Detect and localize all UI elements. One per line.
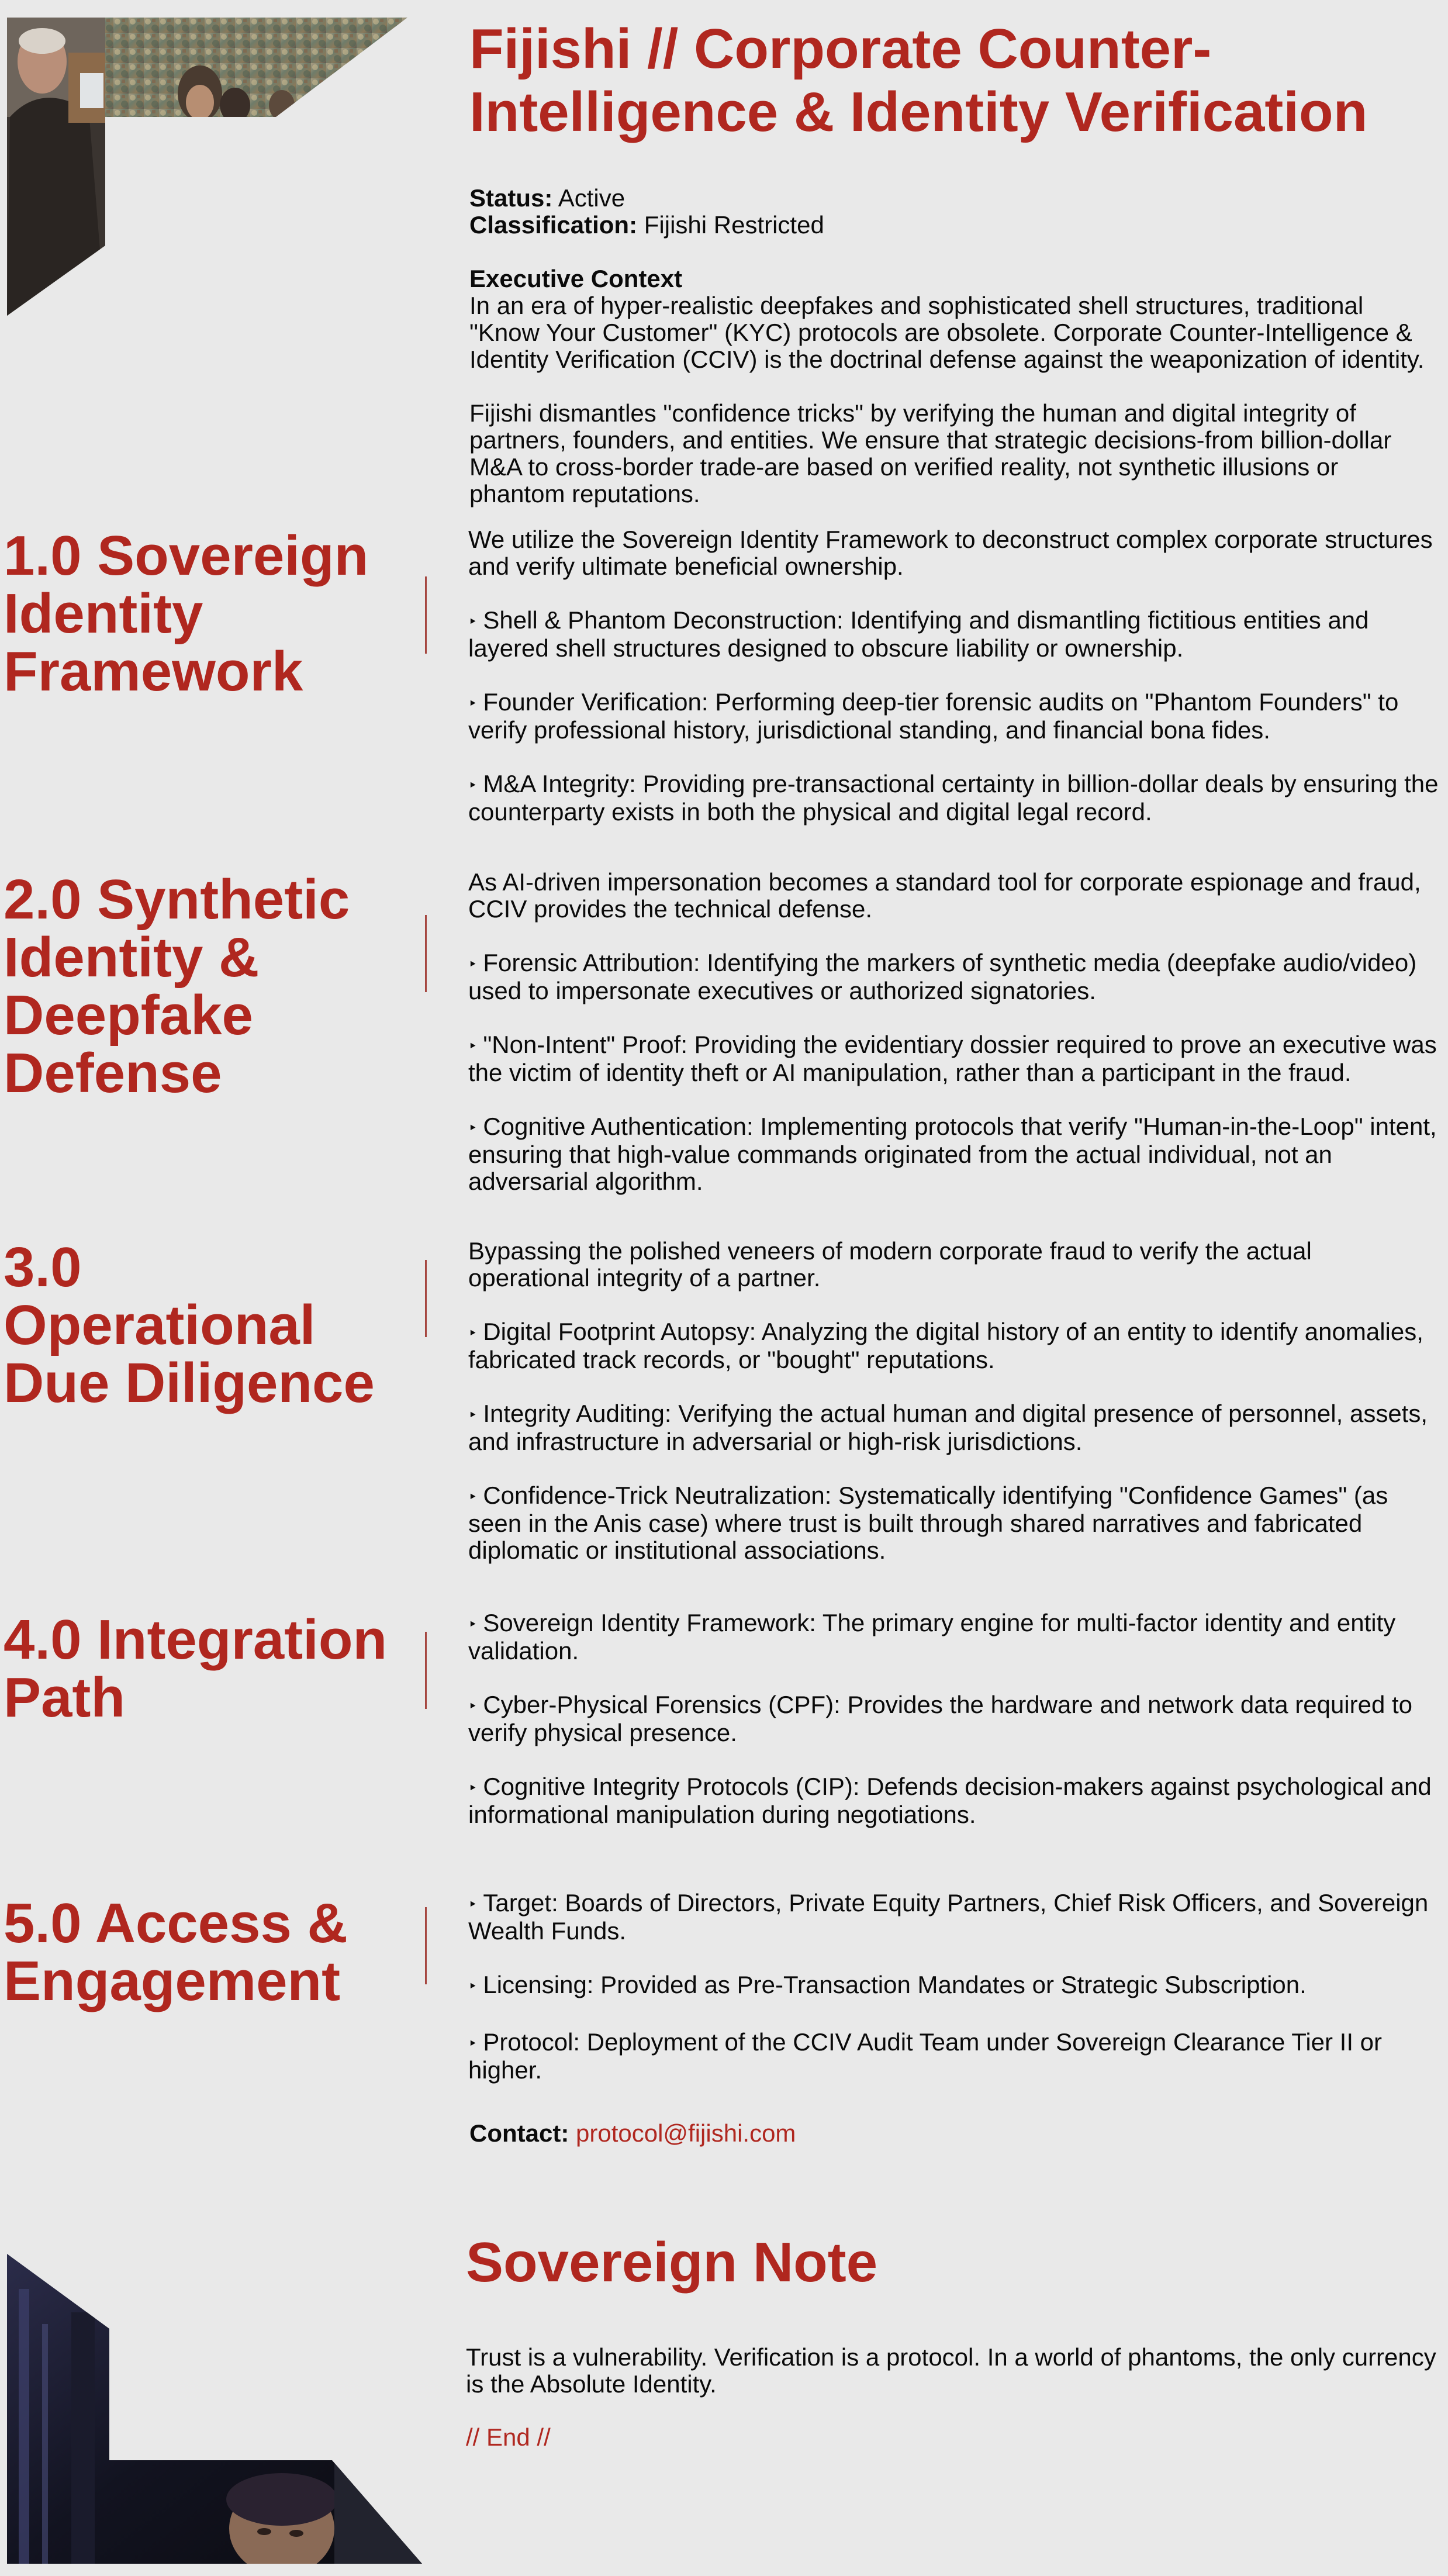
bullet-icon: ‣ [468, 1324, 478, 1342]
status-line [469, 185, 1434, 212]
section-2-heading: 2.0 Synthetic Identity & Deepfake Defense [4, 868, 350, 1104]
section-intro: We utilize the Sovereign Identity Framework to deconstruct complex corporate structures and verify ultimate beneficial ownership. [468, 526, 1433, 580]
bullet-icon: ‣ [468, 1037, 478, 1055]
bullet-item: ‣ Founder Verification: Performing deep-tier forensic audits on "Phantom Founders" to verify professional history, jurisdictional standing, and financial bona fides. [468, 688, 1399, 744]
classification-label: Classification: [469, 211, 638, 239]
bullet-item: ‣ Cognitive Authentication: Implementing protocols that verify "Human-in-the-Loop" intent, ensuring that high-value commands originated from the actual individual, not an adversarial algorithm. [468, 1113, 1437, 1195]
section-5-body [468, 1889, 1439, 2084]
status-label: Status: [469, 184, 553, 212]
section-intro: Bypassing the polished veneers of modern corporate fraud to verify the actual operational integrity of a partner. [468, 1237, 1312, 1292]
classification-line [469, 212, 1434, 239]
bullet-icon: ‣ [468, 1977, 478, 1995]
bullet-icon: ‣ [468, 1119, 478, 1137]
bullet-item: ‣ "Non-Intent" Proof: Providing the evidentiary dossier required to prove an executive was the victim of identity theft or AI manipulation, rather than a participant in the fraud. [468, 1031, 1437, 1086]
section-1-heading: 1.0 Sovereign Identity Framework [4, 524, 369, 703]
bullet-item: ‣ Licensing: Provided as Pre-Transaction Mandates or Strategic Subscription. [468, 1971, 1307, 1998]
section-3-divider [425, 1260, 427, 1337]
section-3-heading: 3.0 Operational Due Diligence [4, 1236, 375, 1414]
bullet-icon: ‣ [468, 1779, 478, 1797]
section-4-divider [425, 1632, 427, 1709]
bullet-icon: ‣ [468, 1895, 478, 1913]
contact-email-link[interactable]: protocol@fijishi.com [576, 2119, 796, 2147]
contact-line [469, 2120, 796, 2147]
section-5-divider [425, 1907, 427, 1984]
bullet-icon: ‣ [468, 1615, 478, 1633]
bullet-item: ‣ Cognitive Integrity Protocols (CIP): Defends decision-makers against psychological and informational manipulation during negotiations. [468, 1773, 1432, 1828]
contact-label: Contact: [469, 2119, 569, 2147]
bullet-item: ‣ Shell & Phantom Deconstruction: Identifying and dismantling fictitious entities and layered shell structures designed to obscure liability or ownership. [468, 606, 1369, 662]
section-4-heading: 4.0 Integration Path [4, 1608, 388, 1729]
bullet-item: ‣ Cyber-Physical Forensics (CPF): Provides the hardware and network data required to verify physical presence. [468, 1691, 1413, 1746]
context-paragraph: Fijishi dismantles "confidence tricks" by verifying the human and digital integrity of partners, founders, and entities. We ensure that strategic decisions-from billion-dollar M&A to cross-border trade-are based on verified reality, not synthetic illusions or phantom reputations. [469, 399, 1392, 507]
end-marker: // End // [466, 2423, 551, 2451]
context-heading: Executive Context [469, 265, 683, 292]
footer-photo-graphic [7, 2254, 422, 2564]
bullet-item: ‣ Protocol: Deployment of the CCIV Audit Team under Sovereign Clearance Tier II or higher. [468, 2028, 1383, 2084]
section-1-body [468, 526, 1439, 826]
bullet-icon: ‣ [468, 613, 478, 630]
bullet-item: ‣ Forensic Attribution: Identifying the markers of synthetic media (deepfake audio/video) used to impersonate executives or authorized signatories. [468, 949, 1417, 1004]
bullet-item: ‣ M&A Integrity: Providing pre-transactional certainty in billion-dollar deals by ensuring the counterparty exists in both the physical and digital legal record. [468, 770, 1439, 826]
header-photo-graphic [7, 18, 407, 316]
bullet-item: ‣ Integrity Auditing: Verifying the actual human and digital presence of personnel, assets, and infrastructure in adversarial or high-risk jurisdictions. [468, 1400, 1428, 1455]
bullet-icon: ‣ [468, 2035, 478, 2052]
bullet-icon: ‣ [468, 1406, 478, 1424]
section-1-divider [425, 576, 427, 654]
bullet-icon: ‣ [468, 776, 478, 794]
section-intro: As AI-driven impersonation becomes a standard tool for corporate espionage and fraud, CCIV provides the technical defense. [468, 868, 1421, 923]
bullet-item: ‣ Confidence-Trick Neutralization: Systematically identifying "Confidence Games" (as seen in the Anis case) where trust is built through shared narratives and fabricated diplomatic or institutional associations. [468, 1482, 1388, 1564]
section-2-divider [425, 915, 427, 992]
bullet-item: ‣ Sovereign Identity Framework: The primary engine for multi-factor identity and entity validation. [468, 1609, 1396, 1665]
bullet-item: ‣ Target: Boards of Directors, Private Equity Partners, Chief Risk Officers, and Sovereign Wealth Funds. [468, 1889, 1429, 1945]
bullet-icon: ‣ [468, 695, 478, 712]
header-photo [7, 18, 407, 316]
section-3-body [468, 1238, 1439, 1564]
bullet-icon: ‣ [468, 1697, 478, 1715]
section-4-body [468, 1610, 1439, 1828]
section-5-heading: 5.0 Access & Engagement [4, 1892, 348, 2012]
page-title: Fijishi // Corporate Counter-Intelligence & Identity Verification [469, 18, 1368, 143]
section-2-body [468, 869, 1439, 1195]
context-paragraph: In an era of hyper-realistic deepfakes and sophisticated shell structures, traditional "Know Your Customer" (KYC) protocols are obsolete. Corporate Counter-Intelligence & Identity Verification (CCIV) is the doctrinal defense against the weaponization of identity. [469, 292, 1425, 373]
classification-value: Fijishi Restricted [644, 211, 824, 239]
note-text: Trust is a vulnerability. Verification is a protocol. In a world of phantoms, the only currency is the Absolute Identity. [466, 2343, 1436, 2398]
bullet-icon: ‣ [468, 955, 478, 973]
header-meta [469, 185, 1434, 507]
bullet-item: ‣ Digital Footprint Autopsy: Analyzing the digital history of an entity to identify anomalies, fabricated track records, or "bought" reputations. [468, 1318, 1423, 1373]
status-value: Active [558, 184, 625, 212]
note-title: Sovereign Note [466, 2231, 878, 2294]
bullet-icon: ‣ [468, 1488, 478, 1505]
footer-photo [7, 2254, 422, 2564]
